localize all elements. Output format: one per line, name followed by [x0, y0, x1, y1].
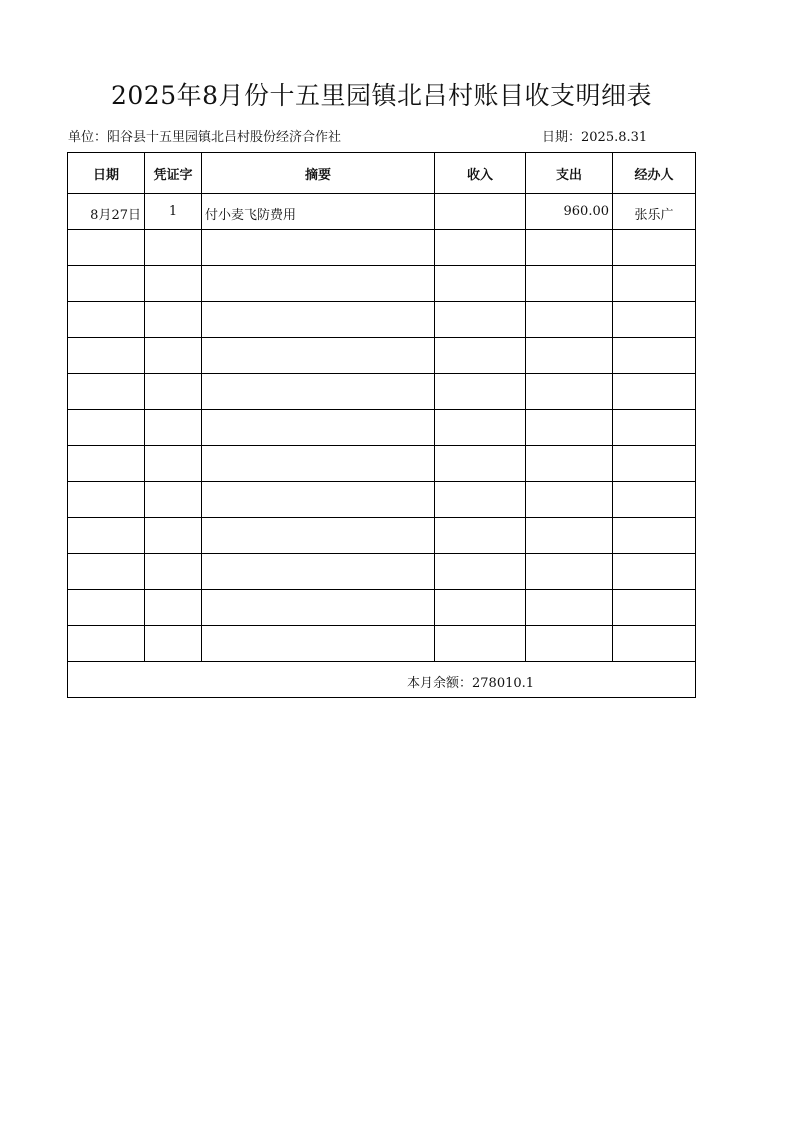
cell-income	[435, 410, 526, 446]
ledger-table	[67, 152, 696, 698]
cell-income	[435, 446, 526, 482]
cell-handler	[613, 590, 696, 626]
cell-income	[435, 266, 526, 302]
cell-date	[68, 518, 145, 554]
cell-expense	[526, 446, 613, 482]
cell-summary: 付小麦飞防费用	[202, 194, 435, 230]
table-row	[68, 590, 696, 626]
cell-expense	[526, 626, 613, 662]
cell-income	[435, 590, 526, 626]
cell-date	[68, 338, 145, 374]
table-row	[68, 266, 696, 302]
cell-income	[435, 374, 526, 410]
cell-expense	[526, 554, 613, 590]
cell-voucher	[145, 410, 202, 446]
table-row	[68, 230, 696, 266]
table-row	[68, 194, 696, 230]
cell-income	[435, 230, 526, 266]
cell-date: 8月27日	[68, 194, 145, 230]
cell-date	[68, 626, 145, 662]
cell-handler	[613, 554, 696, 590]
cell-summary	[202, 302, 435, 338]
table-row	[68, 518, 696, 554]
cell-summary	[202, 446, 435, 482]
cell-expense: 960.00	[526, 194, 613, 230]
cell-expense	[526, 338, 613, 374]
cell-expense	[526, 518, 613, 554]
table-row	[68, 302, 696, 338]
cell-income	[435, 338, 526, 374]
cell-voucher	[145, 338, 202, 374]
cell-income	[435, 518, 526, 554]
cell-date	[68, 590, 145, 626]
cell-handler	[613, 446, 696, 482]
ledger-body	[68, 194, 696, 662]
cell-expense	[526, 482, 613, 518]
cell-handler: 张乐广	[613, 194, 696, 230]
cell-handler	[613, 302, 696, 338]
cell-voucher	[145, 482, 202, 518]
month-balance: 本月余额：278010.1	[407, 676, 535, 691]
cell-handler	[613, 518, 696, 554]
cell-expense	[526, 374, 613, 410]
table-row	[68, 410, 696, 446]
cell-handler	[613, 410, 696, 446]
header-date: 日期	[68, 153, 145, 194]
cell-voucher	[145, 302, 202, 338]
table-row	[68, 338, 696, 374]
cell-summary	[202, 518, 435, 554]
cell-summary	[202, 626, 435, 662]
cell-expense	[526, 302, 613, 338]
cell-income	[435, 194, 526, 230]
document-title: 2025年8月份十五里园镇北吕村账目收支明细表	[110, 81, 653, 110]
cell-voucher	[145, 518, 202, 554]
balance-cell	[68, 662, 696, 698]
cell-summary	[202, 266, 435, 302]
header-expense: 支出	[526, 153, 613, 194]
cell-handler	[613, 626, 696, 662]
header-handler: 经办人	[613, 153, 696, 194]
cell-income	[435, 626, 526, 662]
cell-voucher	[145, 230, 202, 266]
cell-income	[435, 554, 526, 590]
cell-handler	[613, 338, 696, 374]
header-income: 收入	[435, 153, 526, 194]
cell-date	[68, 230, 145, 266]
cell-summary	[202, 554, 435, 590]
table-row	[68, 374, 696, 410]
cell-income	[435, 482, 526, 518]
cell-handler	[613, 482, 696, 518]
cell-date	[68, 374, 145, 410]
cell-summary	[202, 374, 435, 410]
cell-expense	[526, 410, 613, 446]
header-voucher: 凭证字	[145, 153, 202, 194]
header-summary: 摘要	[202, 153, 435, 194]
cell-summary	[202, 482, 435, 518]
cell-income	[435, 302, 526, 338]
cell-date	[68, 302, 145, 338]
cell-voucher	[145, 446, 202, 482]
unit-label: 单位：阳谷县十五里园镇北吕村股份经济合作社	[68, 130, 342, 145]
table-row	[68, 554, 696, 590]
cell-date	[68, 410, 145, 446]
cell-voucher	[145, 374, 202, 410]
cell-expense	[526, 590, 613, 626]
cell-date	[68, 446, 145, 482]
cell-voucher: 1	[145, 194, 202, 230]
cell-voucher	[145, 554, 202, 590]
cell-voucher	[145, 626, 202, 662]
cell-date	[68, 554, 145, 590]
cell-summary	[202, 230, 435, 266]
table-row	[68, 446, 696, 482]
table-row	[68, 482, 696, 518]
cell-expense	[526, 230, 613, 266]
cell-voucher	[145, 590, 202, 626]
header-row	[68, 153, 696, 194]
cell-date	[68, 482, 145, 518]
cell-summary	[202, 338, 435, 374]
balance-row	[68, 662, 696, 698]
cell-handler	[613, 374, 696, 410]
date-label: 日期：2025.8.31	[542, 130, 648, 145]
cell-handler	[613, 266, 696, 302]
cell-summary	[202, 410, 435, 446]
cell-voucher	[145, 266, 202, 302]
table-row	[68, 626, 696, 662]
cell-date	[68, 266, 145, 302]
cell-summary	[202, 590, 435, 626]
cell-expense	[526, 266, 613, 302]
cell-handler	[613, 230, 696, 266]
